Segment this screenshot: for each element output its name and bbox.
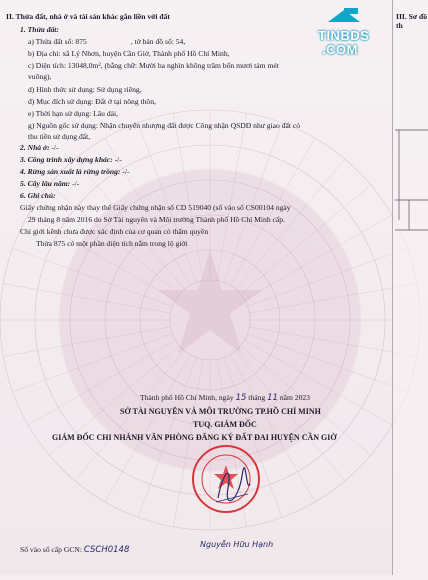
address: b) Địa chỉ: xã Lý Nhơn, huyện Cần Giờ, Thành phố Hồ Chí Minh, <box>28 49 230 58</box>
usage-origin-line-2: thu tiền sử dụng đất, <box>28 132 91 141</box>
date-month: 11 <box>267 393 278 403</box>
house-label: 2. Nhà ở: <box>20 143 50 152</box>
forest-label: 4. Rừng sản xuất là rừng trồng: <box>20 167 121 176</box>
notes-line-2: 29 tháng 8 năm 2016 do Sở Tài nguyên và Môi trường Thành phố Hồ Chí Minh cấp. <box>28 215 285 224</box>
section-iii-panel <box>392 0 428 575</box>
house-value: -/- <box>49 143 59 152</box>
land-heading: 1. Thửa đất: <box>20 25 59 34</box>
section-ii-title: II. Thửa đất, nhà ở và tài sản khác gắn liền với đất <box>6 12 170 21</box>
date-month-word: tháng <box>248 393 266 402</box>
construction-label: 3. Công trình xây dựng khác: <box>20 155 113 164</box>
signer-name: Nguyễn Hữu Hạnh <box>200 540 274 549</box>
plot-sketch <box>393 0 428 575</box>
area-line-2: vuông), <box>28 72 52 81</box>
parcel-number-text: a) Thửa đất số: 875 <box>28 37 87 46</box>
parcel-number <box>28 37 185 46</box>
usage-form: d) Hình thức sử dụng: Sử dụng riêng, <box>28 85 142 94</box>
usage-purpose: đ) Mục đích sử dụng: Đất ở tại nông thôn, <box>28 97 156 106</box>
notes-line-1: Giấy chứng nhận này thay thế Giấy chứng nhận số CD 519040 (số vào sổ CS00104 ngày <box>20 203 291 212</box>
notes-line-3: Chỉ giới kênh chưa được xác định của cơ quan có thẩm quyền <box>20 227 209 236</box>
forest-row <box>20 167 130 176</box>
watermark-logo <box>300 4 388 60</box>
usage-origin-line-1: g) Nguồn gốc sử dụng: Nhận chuyển nhượng đất được Công nhận QSDĐ như giao đất có <box>28 121 301 130</box>
house-row <box>20 143 59 152</box>
trees-value: -/- <box>70 179 80 188</box>
authorization-title: TUQ. GIÁM ĐỐC <box>193 420 257 429</box>
construction-value: -/- <box>112 155 122 164</box>
date-year: năm 2023 <box>279 393 310 402</box>
section-iii-title: III. Sơ đồ th <box>396 12 428 30</box>
issue-date <box>140 393 310 403</box>
signature <box>212 458 252 508</box>
logo-text-top: TINBDS <box>318 28 370 43</box>
ledger-value: CSCH0148 <box>83 545 130 555</box>
notes-line-4: Thửa 875 có một phần diện tích nằm trong lộ giới <box>36 239 188 248</box>
date-prefix: Thành phố Hồ Chí Minh, ngày <box>140 393 234 402</box>
director-title: GIÁM ĐỐC CHI NHÁNH VĂN PHÒNG ĐĂNG KÝ ĐẤT ĐAI HUYỆN CẦN GIỜ <box>52 433 337 442</box>
department-name: SỞ TÀI NGUYÊN VÀ MÔI TRƯỜNG TP.HỒ CHÍ MINH <box>120 407 321 416</box>
map-sheet-number: , tờ bản đồ số: 54, <box>130 37 186 46</box>
logo-text-bottom: .COM <box>322 42 358 57</box>
ledger-label: Số vào sổ cấp GCN: <box>20 545 83 554</box>
date-day: 15 <box>235 393 247 403</box>
trees-label: 5. Cây lâu năm: <box>20 179 71 188</box>
usage-term: e) Thời hạn sử dụng: Lâu dài, <box>28 109 119 118</box>
construction-row <box>20 155 122 164</box>
ledger-number <box>20 545 129 555</box>
notes-label: 6. Ghi chú: <box>20 191 56 200</box>
area-line-1: c) Diện tích: 13048,0m², (bằng chữ: Mười ba nghìn không trăm bốn mươi tám mét <box>28 61 279 70</box>
trees-row <box>20 179 79 188</box>
forest-value: -/- <box>120 167 130 176</box>
